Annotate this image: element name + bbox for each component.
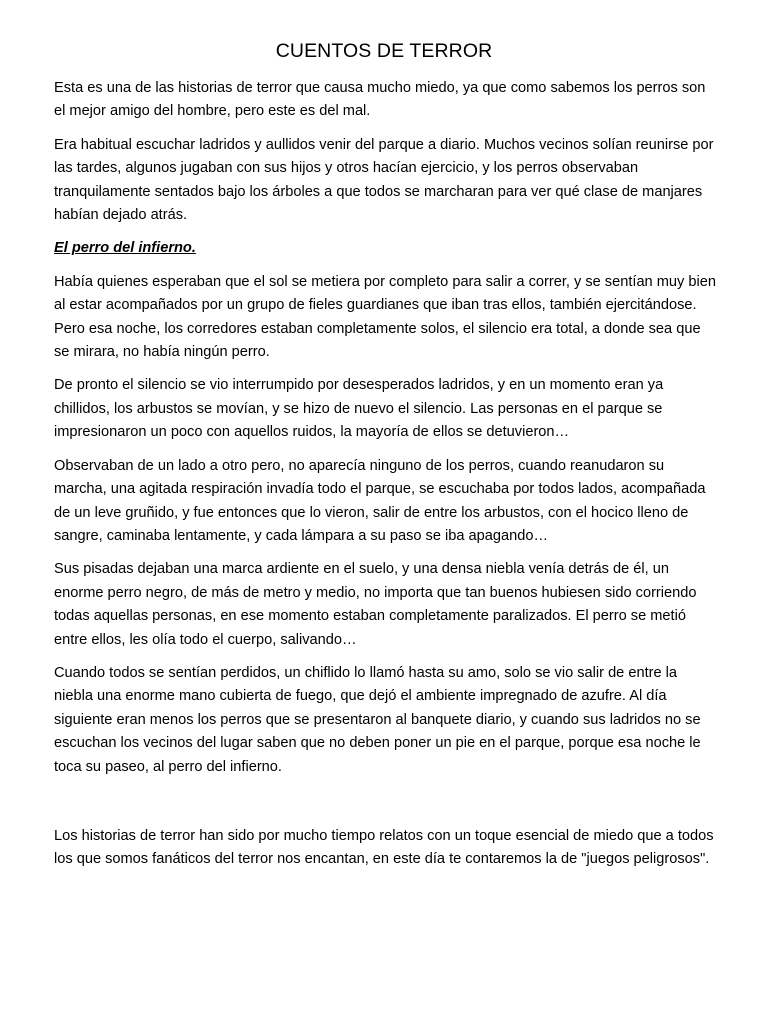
story-paragraph-2: De pronto el silencio se vio interrumpido por desesperados ladridos, y en un momento eran ya chillidos, los arbustos se movían, y se hizo de nuevo el silencio. Las personas en el parque se impresionaron un poco con aquellos ruidos, la mayoría de ellos se detuvieron…	[54, 377, 664, 441]
closing-paragraph: Los historias de terror han sido por mucho tiempo relatos con un toque esencial de miedo que a todos los que somos fanáticos del terror nos encantan, en este día te contaremos la de "juegos peligrosos".	[54, 827, 714, 868]
document-body	[54, 77, 718, 882]
intro-paragraph-1: Esta es una de las historias de terror que causa mucho miedo, ya que como sabemos los perros son el mejor amigo del hombre, pero este es del mal.	[54, 80, 706, 120]
paragraph-spacer	[54, 789, 718, 825]
document-title: CUENTOS DE TERROR	[275, 40, 493, 62]
story-paragraph-1: Había quienes esperaban que el sol se metiera por completo para salir a correr, y se sentían muy bien al estar acompañados por un grupo de fieles guardianes que iban tras ellos, también ejercitándose. Pero esa noche, los corredores estaban completamente solos, el silencio era total, a donde sea que se mirara, no había ningún perro.	[54, 273, 716, 361]
story-paragraph-4: Sus pisadas dejaban una marca ardiente en el suelo, y una densa niebla venía detrás de él, un enorme perro negro, de más de metro y medio, no importa que tan buenos hubiesen sido corriendo todas aquellas personas, en ese momento estaban completamente paralizados. El perro se metió entre ellos, les olía todo el cuerpo, salivando…	[54, 561, 697, 648]
story-title: El perro del infierno.	[54, 240, 196, 257]
intro-paragraph-2: Era habitual escuchar ladridos y aullidos venir del parque a diario. Muchos vecinos solían reunirse por las tardes, algunos jugaban con sus hijos y otros hacían ejercicio, y los perros observaban tranquilamente sentados bajo los árboles a que todos se marcharan para ver qué clase de manjares habían dejado atrás.	[54, 136, 714, 224]
story-paragraph-5: Cuando todos se sentían perdidos, un chiflido lo llamó hasta su amo, solo se vio salir de entre la niebla una enorme mano cubierta de fuego, que dejó el ambiente impregnado de azufre. Al día siguiente eran menos los perros que se presentaron al banquete diario, y cuando sus ladridos no se escuchan los vecinos del lugar saben que no deben poner un pie en el parque, porque esa noche le toca su paseo, al perro del infierno.	[54, 664, 701, 775]
story-paragraph-3: Observaban de un lado a otro pero, no aparecía ninguno de los perros, cuando reanudaron su marcha, una agitada respiración invadía todo el parque, se escuchaba por todos lados, acompañada de un leve gruñido, y fue entonces que lo vieron, salir de entre los arbustos, con el hocico lleno de sangre, caminaba lentamente, y cada lámpara a su paso se iba apagando…	[54, 457, 706, 544]
